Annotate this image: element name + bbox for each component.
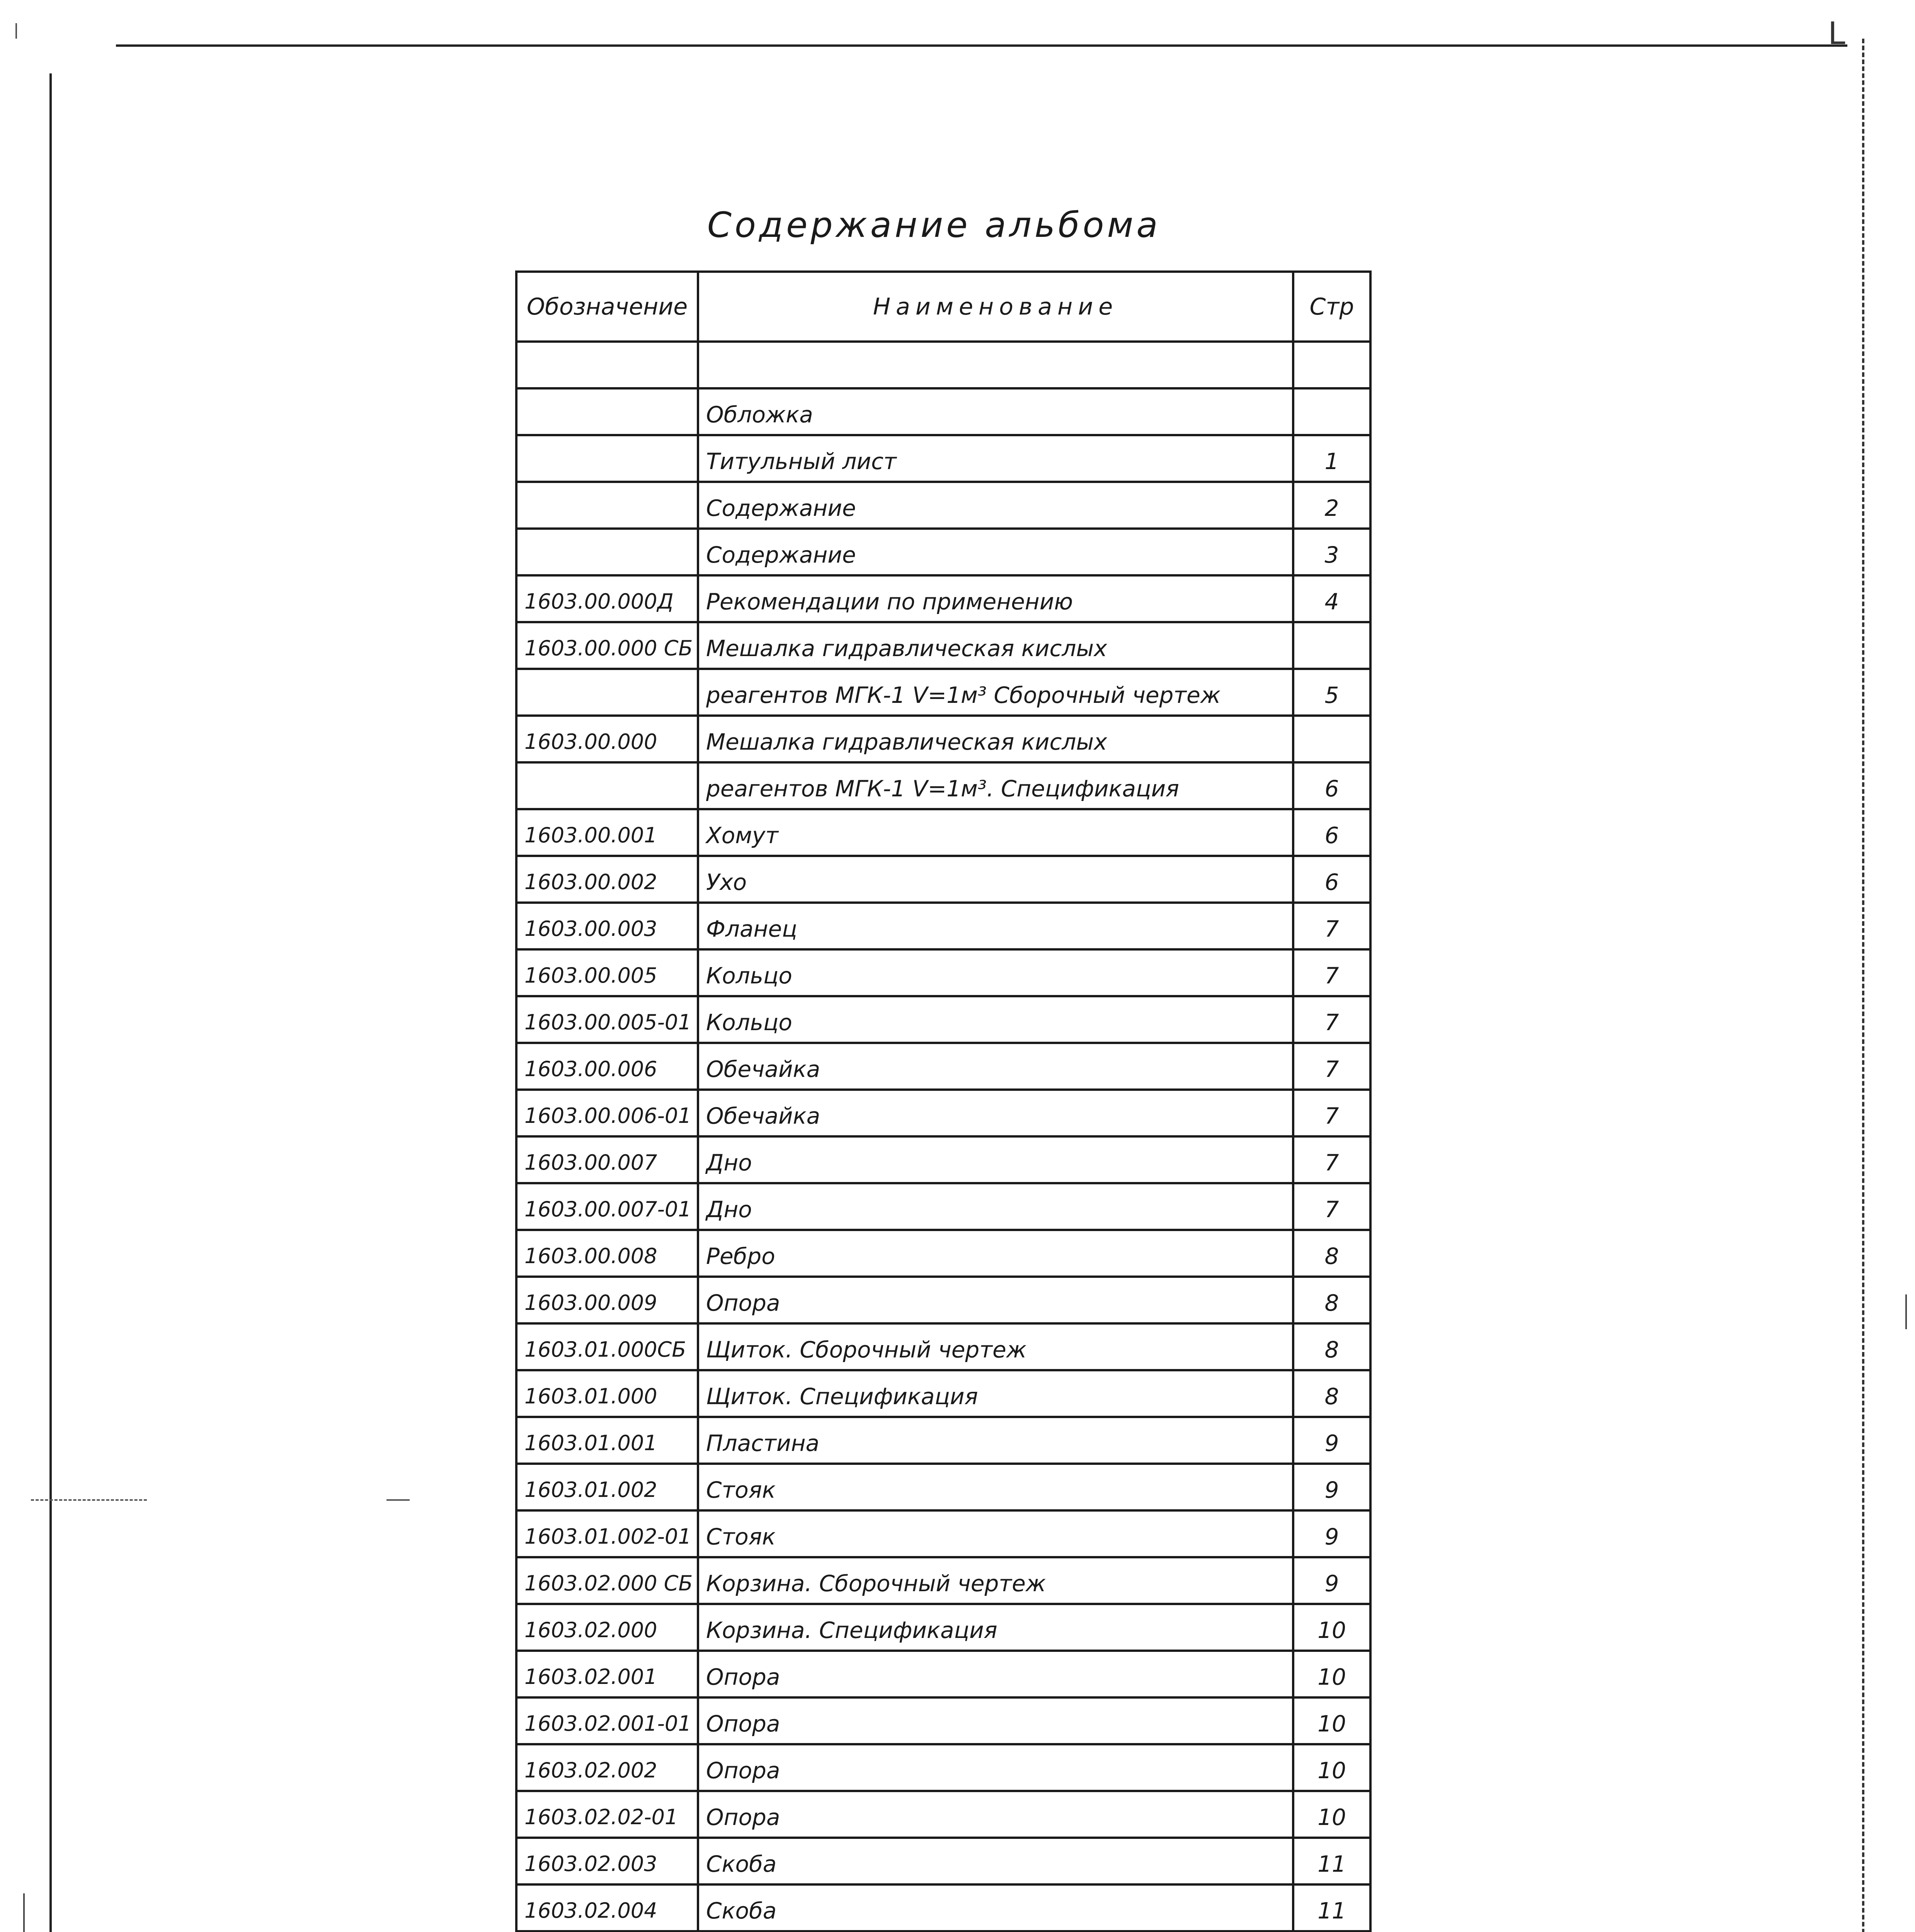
row-designation: 1603.01.002-01: [516, 1510, 698, 1557]
row-designation: 1603.02.001: [516, 1651, 698, 1697]
row-designation: 1603.00.000 СБ: [516, 622, 698, 669]
table-row: [516, 903, 1370, 949]
table-row: [516, 1464, 1370, 1510]
table-row: [516, 1370, 1370, 1417]
table-row: [516, 342, 1370, 388]
row-page: 3: [1293, 529, 1370, 575]
row-page: [1293, 342, 1370, 388]
row-designation: [516, 529, 698, 575]
table-row: [516, 575, 1370, 622]
row-name: Кольцо: [698, 996, 1293, 1043]
table-row: [516, 1417, 1370, 1464]
table-row: [516, 1183, 1370, 1230]
row-designation: 1603.00.005-01: [516, 996, 698, 1043]
row-designation: [516, 435, 698, 482]
row-page: 8: [1293, 1323, 1370, 1370]
row-name: Опора: [698, 1744, 1293, 1791]
row-name: Опора: [698, 1277, 1293, 1323]
contents-table: [515, 270, 1372, 1932]
table-row: [516, 529, 1370, 575]
row-name: Дно: [698, 1183, 1293, 1230]
table-row: [516, 1838, 1370, 1884]
row-page: 6: [1293, 809, 1370, 856]
row-designation: 1603.00.005: [516, 949, 698, 996]
row-designation: 1603.02.001-01: [516, 1697, 698, 1744]
row-name: Обечайка: [698, 1043, 1293, 1090]
row-page: 4: [1293, 575, 1370, 622]
frame-left-border: [49, 73, 52, 1932]
table-row: [516, 716, 1370, 762]
row-name: Мешалка гидравлическая кислых: [698, 716, 1293, 762]
row-page: 6: [1293, 762, 1370, 809]
row-page: 1: [1293, 435, 1370, 482]
table-row: [516, 1323, 1370, 1370]
row-designation: 1603.00.006: [516, 1043, 698, 1090]
table-row: [516, 1604, 1370, 1651]
table-row: [516, 1791, 1370, 1838]
row-page: 10: [1293, 1744, 1370, 1791]
row-page: [1293, 388, 1370, 435]
row-page: 8: [1293, 1230, 1370, 1277]
row-name: Хомут: [698, 809, 1293, 856]
row-designation: 1603.00.007-01: [516, 1183, 698, 1230]
row-page: [1293, 622, 1370, 669]
table-row: [516, 809, 1370, 856]
table-row: [516, 435, 1370, 482]
row-designation: 1603.01.002: [516, 1464, 698, 1510]
row-name: Обечайка: [698, 1090, 1293, 1136]
row-designation: 1603.01.000: [516, 1370, 698, 1417]
row-name: Стояк: [698, 1464, 1293, 1510]
row-name: Обложка: [698, 388, 1293, 435]
row-name: Скоба: [698, 1838, 1293, 1884]
row-page: 7: [1293, 1090, 1370, 1136]
row-name: Щиток. Сборочный чертеж: [698, 1323, 1293, 1370]
header-designation: Обозначение: [516, 272, 698, 342]
row-page: 7: [1293, 996, 1370, 1043]
table-row: [516, 388, 1370, 435]
row-name: Содержание: [698, 482, 1293, 529]
row-page: 7: [1293, 1043, 1370, 1090]
row-name: Щиток. Спецификация: [698, 1370, 1293, 1417]
table-row: [516, 856, 1370, 903]
row-designation: [516, 388, 698, 435]
table-row: [516, 1043, 1370, 1090]
table-row: [516, 1651, 1370, 1697]
row-designation: 1603.01.000СБ: [516, 1323, 698, 1370]
header-name: Наименование: [698, 272, 1293, 342]
row-designation: [516, 342, 698, 388]
row-name: Мешалка гидравлическая кислых: [698, 622, 1293, 669]
row-name: Содержание: [698, 529, 1293, 575]
row-name: реагентов МГК-1 V=1м³ Сборочный чертеж: [698, 669, 1293, 716]
table-row: [516, 1697, 1370, 1744]
scan-mark: [15, 23, 17, 39]
table-row: [516, 482, 1370, 529]
row-designation: 1603.02.02-01: [516, 1791, 698, 1838]
row-name: Корзина. Сборочный чертеж: [698, 1557, 1293, 1604]
frame-top-border: [116, 44, 1847, 47]
contents-rows: [516, 342, 1370, 1932]
row-designation: 1603.02.000 СБ: [516, 1557, 698, 1604]
row-page: 2: [1293, 482, 1370, 529]
row-page: [1293, 716, 1370, 762]
row-page: 5: [1293, 669, 1370, 716]
row-page: 6: [1293, 856, 1370, 903]
table-row: [516, 1230, 1370, 1277]
row-designation: 1603.02.004: [516, 1884, 698, 1931]
row-page: 9: [1293, 1464, 1370, 1510]
table-row: [516, 669, 1370, 716]
row-designation: [516, 669, 698, 716]
row-designation: 1603.02.000: [516, 1604, 698, 1651]
fold-mark: [31, 1499, 147, 1501]
row-page: 7: [1293, 1183, 1370, 1230]
table-row: [516, 1136, 1370, 1183]
row-name: Опора: [698, 1651, 1293, 1697]
fold-mark: [386, 1499, 410, 1501]
row-name: Ухо: [698, 856, 1293, 903]
row-page: 9: [1293, 1510, 1370, 1557]
row-designation: 1603.00.008: [516, 1230, 698, 1277]
row-page: 9: [1293, 1417, 1370, 1464]
row-page: 9: [1293, 1557, 1370, 1604]
table-row: [516, 1277, 1370, 1323]
row-name: Пластина: [698, 1417, 1293, 1464]
row-name: Опора: [698, 1791, 1293, 1838]
row-name: реагентов МГК-1 V=1м³. Спецификация: [698, 762, 1293, 809]
corner-mark: L: [1828, 15, 1845, 51]
row-page: 10: [1293, 1697, 1370, 1744]
table-row: [516, 1884, 1370, 1931]
row-page: 8: [1293, 1370, 1370, 1417]
row-page: 11: [1293, 1884, 1370, 1931]
scan-mark: [1905, 1294, 1907, 1329]
row-designation: 1603.02.003: [516, 1838, 698, 1884]
page-title: Содержание альбома: [707, 205, 1161, 245]
scan-mark: [23, 1893, 25, 1932]
row-name: Корзина. Спецификация: [698, 1604, 1293, 1651]
table-row: [516, 1744, 1370, 1791]
row-page: 11: [1293, 1838, 1370, 1884]
table-row: [516, 1557, 1370, 1604]
row-name: Фланец: [698, 903, 1293, 949]
row-designation: [516, 762, 698, 809]
row-designation: 1603.02.002: [516, 1744, 698, 1791]
row-page: 7: [1293, 903, 1370, 949]
table-row: [516, 949, 1370, 996]
row-designation: 1603.01.001: [516, 1417, 698, 1464]
row-name: Дно: [698, 1136, 1293, 1183]
row-designation: 1603.00.006-01: [516, 1090, 698, 1136]
row-name: Титульный лист: [698, 435, 1293, 482]
row-designation: 1603.00.009: [516, 1277, 698, 1323]
header-page: Стр: [1293, 272, 1370, 342]
row-page: 10: [1293, 1791, 1370, 1838]
table-header-row: [516, 272, 1370, 342]
row-name: [698, 342, 1293, 388]
row-page: 7: [1293, 1136, 1370, 1183]
row-designation: 1603.00.000: [516, 716, 698, 762]
row-designation: [516, 482, 698, 529]
table-row: [516, 1090, 1370, 1136]
row-name: Ребро: [698, 1230, 1293, 1277]
row-page: 10: [1293, 1651, 1370, 1697]
table-row: [516, 762, 1370, 809]
row-page: 10: [1293, 1604, 1370, 1651]
row-name: Стояк: [698, 1510, 1293, 1557]
table-row: [516, 1510, 1370, 1557]
row-designation: 1603.00.007: [516, 1136, 698, 1183]
row-name: Опора: [698, 1697, 1293, 1744]
frame-right-border: [1862, 39, 1864, 1932]
row-designation: 1603.00.002: [516, 856, 698, 903]
table-row: [516, 622, 1370, 669]
row-page: 8: [1293, 1277, 1370, 1323]
row-name: Рекомендации по применению: [698, 575, 1293, 622]
row-designation: 1603.00.001: [516, 809, 698, 856]
row-page: 7: [1293, 949, 1370, 996]
row-designation: 1603.00.003: [516, 903, 698, 949]
row-designation: 1603.00.000Д: [516, 575, 698, 622]
row-name: Скоба: [698, 1884, 1293, 1931]
row-name: Кольцо: [698, 949, 1293, 996]
table-row: [516, 996, 1370, 1043]
